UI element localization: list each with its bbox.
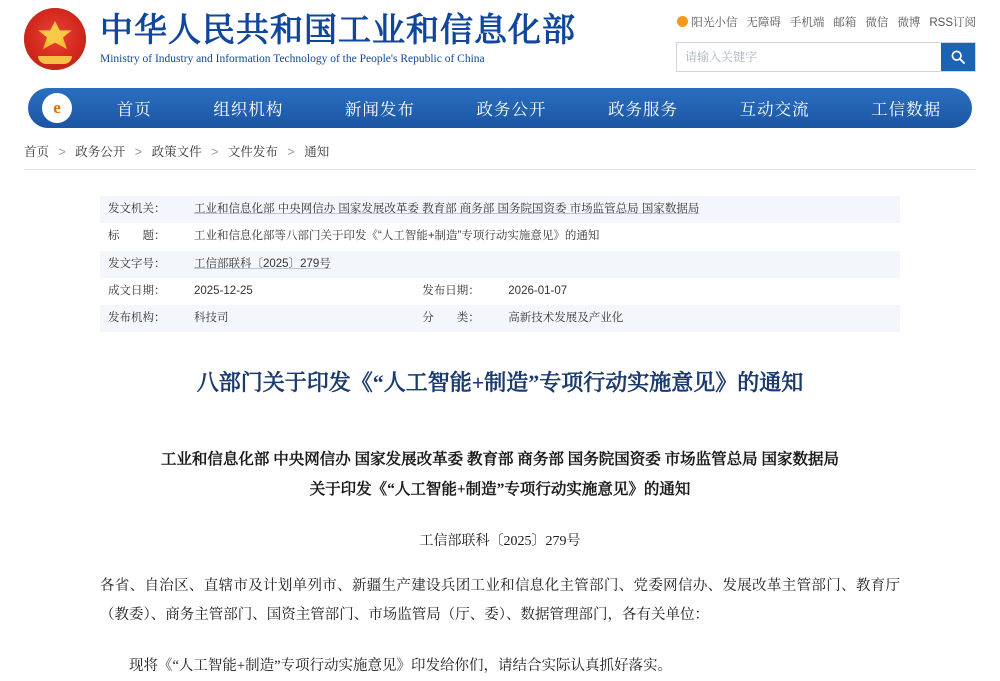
table-row [100,251,900,278]
page-title: 八部门关于印发《“人工智能+制造”专项行动实施意见》的通知 [196,370,804,396]
site-header [0,0,1000,88]
article-issuers: 工业和信息化部 中央网信办 国家发展改革委 教育部 商务部 国务院国资委 市场监管总局 国家数据局 [160,451,840,469]
top-link-mobile[interactable]: 手机端 [789,17,825,29]
breadcrumb [24,142,976,170]
nav-item-data[interactable]: 工信数据 [871,101,942,119]
site-title-cn: 中华人民共和国工业和信息化部 [100,13,576,50]
site-brand[interactable] [24,8,576,70]
nav-item-news[interactable]: 新闻发布 [344,101,415,119]
table-row [100,223,900,250]
article [100,366,900,681]
search-button[interactable] [941,43,975,71]
top-link-weibo[interactable]: 微博 [897,17,921,29]
search-bar[interactable] [676,42,976,72]
header-utilities [676,8,976,72]
meta-value-agency: 科技司 [186,305,414,332]
meta-label-agency: 发布机构： [100,305,186,332]
meta-value-docnumber: 工信部联科〔2025〕279号 [186,251,900,278]
meta-value-written-date: 2025-12-25 [194,284,253,297]
site-title-block [100,13,576,65]
breadcrumb-separator: > [134,145,143,159]
search-icon [950,49,966,65]
breadcrumb-separator: > [211,145,219,159]
top-link-sunshine-label: 阳光小信 [691,17,738,29]
meta-value-category: 高新技术发展及产业化 [500,305,900,332]
meta-label-issuer: 发文机关： [100,196,186,223]
meta-value-publish-date: 2026-01-07 [508,284,568,297]
table-row [100,305,900,332]
nav-item-organization[interactable]: 组织机构 [213,101,284,119]
top-link-wechat[interactable]: 微信 [865,17,889,29]
nav-item-government-disclosure[interactable]: 政务公开 [476,101,547,119]
top-link-mail[interactable]: 邮箱 [833,17,857,29]
national-emblem-icon [24,8,86,70]
article-doc-number: 工信部联科〔2025〕279号 [419,534,581,550]
breadcrumb-separator: > [58,145,66,159]
nav-item-home[interactable]: 首页 [116,101,152,119]
meta-value-issuer: 工业和信息化部 中央网信办 国家发展改革委 教育部 商务部 国务院国资委 市场监管总局 国家数据局 [186,196,900,223]
meta-label-publish-date: 发布日期： [422,284,480,297]
site-title-en: Ministry of Industry and Information Technology of the People's Republic of China [100,52,485,65]
sun-icon [677,16,688,27]
meta-label-title: 标 题： [108,230,166,243]
article-paragraph-1: 各省、自治区、直辖市及计划单列市、新疆生产建设兵团工业和信息化主管部门、党委网信办、发展改革主管部门、教育厅（教委）、商务主管部门、国资主管部门、市场监管局（厅、委）、数据管理部门，各有关单位： [100,578,900,624]
main-nav [28,88,972,128]
top-link-sunshine[interactable] [677,14,737,30]
document-meta [100,196,900,332]
article-subtitle: 关于印发《“人工智能+制造”专项行动实施意见》的通知 [309,480,691,498]
article-paragraph-2: 现将《“人工智能+制造”专项行动实施意见》印发给你们，请结合实际认真抓好落实。 [129,658,673,675]
nav-items [86,96,972,120]
breadcrumb-item-0[interactable]: 首页 [24,145,50,159]
top-link-accessibility[interactable]: 无障碍 [746,17,781,29]
breadcrumb-item-current: 通知 [304,145,330,159]
breadcrumb-item-1[interactable]: 政务公开 [75,145,126,159]
breadcrumb-separator: > [287,145,295,159]
nav-item-government-services[interactable]: 政务服务 [608,101,679,119]
top-links [676,14,976,30]
search-input[interactable] [677,43,941,71]
nav-logo-icon[interactable]: e [42,93,72,123]
breadcrumb-item-2[interactable]: 政策文件 [151,145,202,159]
meta-label-docnumber: 发文字号： [100,251,186,278]
document-meta-table [100,196,900,332]
breadcrumb-item-3[interactable]: 文件发布 [227,145,278,159]
table-row [100,196,900,223]
meta-label-category: 分 类： [414,305,500,332]
meta-value-title: 工业和信息化部等八部门关于印发《“人工智能+制造”专项行动实施意见》的通知 [194,230,600,243]
nav-item-interaction[interactable]: 互动交流 [739,101,810,119]
meta-label-written-date: 成文日期： [108,284,166,297]
top-link-rss[interactable]: RSS订阅 [929,17,976,29]
table-row [100,278,900,305]
